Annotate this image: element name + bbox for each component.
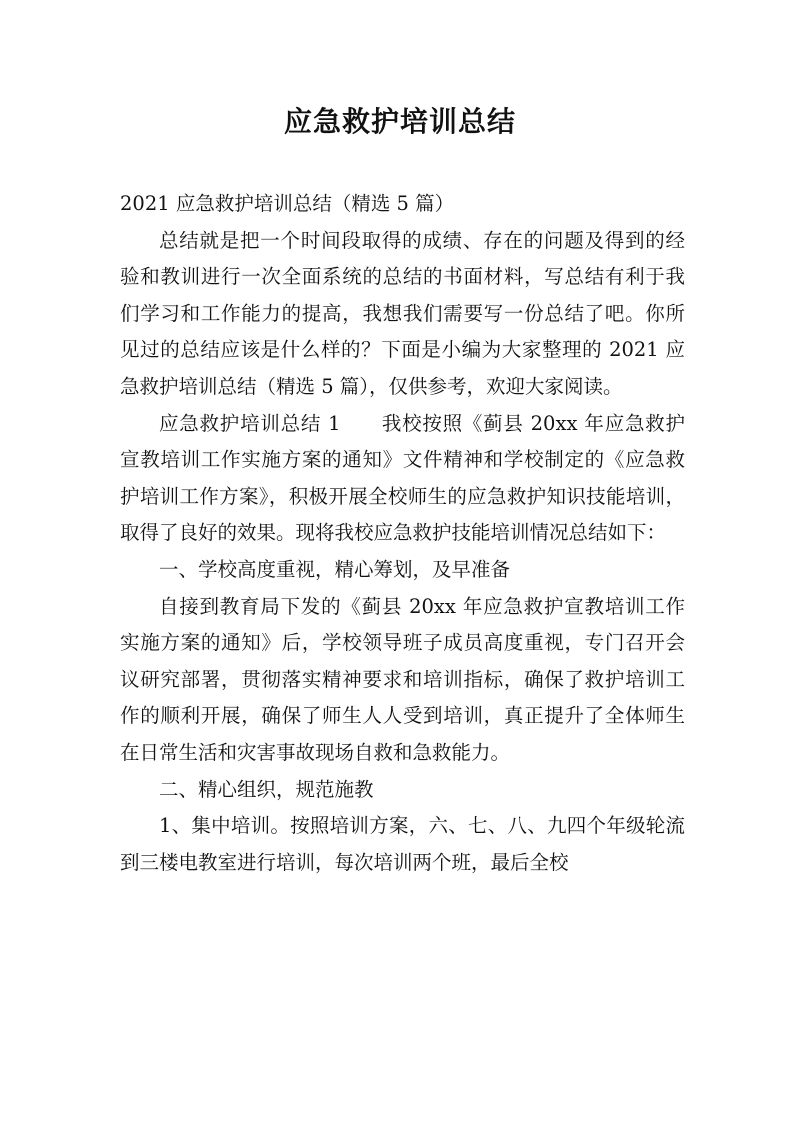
summary-1-paragraph: 应急救护培训总结 1 我校按照《蓟县 20xx 年应急救护宣教培训工作实施方案的通知》文件精神和学校制定的《应急救护培训工作方案》，积极开展全校师生的应急救护知识技能培训，取得了良好的效果。现将我校应急救护技能培训情况总结如下： <box>120 411 685 545</box>
intro-paragraph: 总结就是把一个时间段取得的成绩、存在的问题及得到的经验和教训进行一次全面系统的总结的书面材料，写总结有利于我们学习和工作能力的提高，我想我们需要写一份总结了吧。你所见过的总结应该是什么样的？下面是小编为大家整理的 2021 应急救护培训总结（精选 5 篇），仅供参考，欢迎大家阅读。 <box>120 228 685 398</box>
section-heading-1: 一、学校高度重视，精心筹划，及早准备 <box>159 557 511 581</box>
document-subtitle: 2021 应急救护培训总结（精选 5 篇） <box>120 192 455 215</box>
section-1-paragraph: 自接到教育局下发的《蓟县 20xx 年应急救护宣教培训工作实施方案的通知》后，学校领导班子成员高度重视，专门召开会议研究部署，贯彻落实精神要求和培训指标，确保了救护培训工作的顺利开展，确保了师生人人受到培训，真正提升了全体师生在日常生活和灾害事故现场自救和急救能力。 <box>120 594 685 764</box>
document-body <box>120 186 685 881</box>
section-2-paragraph: 1、集中培训。按照培训方案，六、七、八、九四个年级轮流到三楼电教室进行培训，每次培训两个班，最后全校 <box>120 814 685 874</box>
document-title: 应急救护培训总结 <box>283 105 516 138</box>
section-heading-2: 二、精心组织，规范施教 <box>159 777 374 801</box>
